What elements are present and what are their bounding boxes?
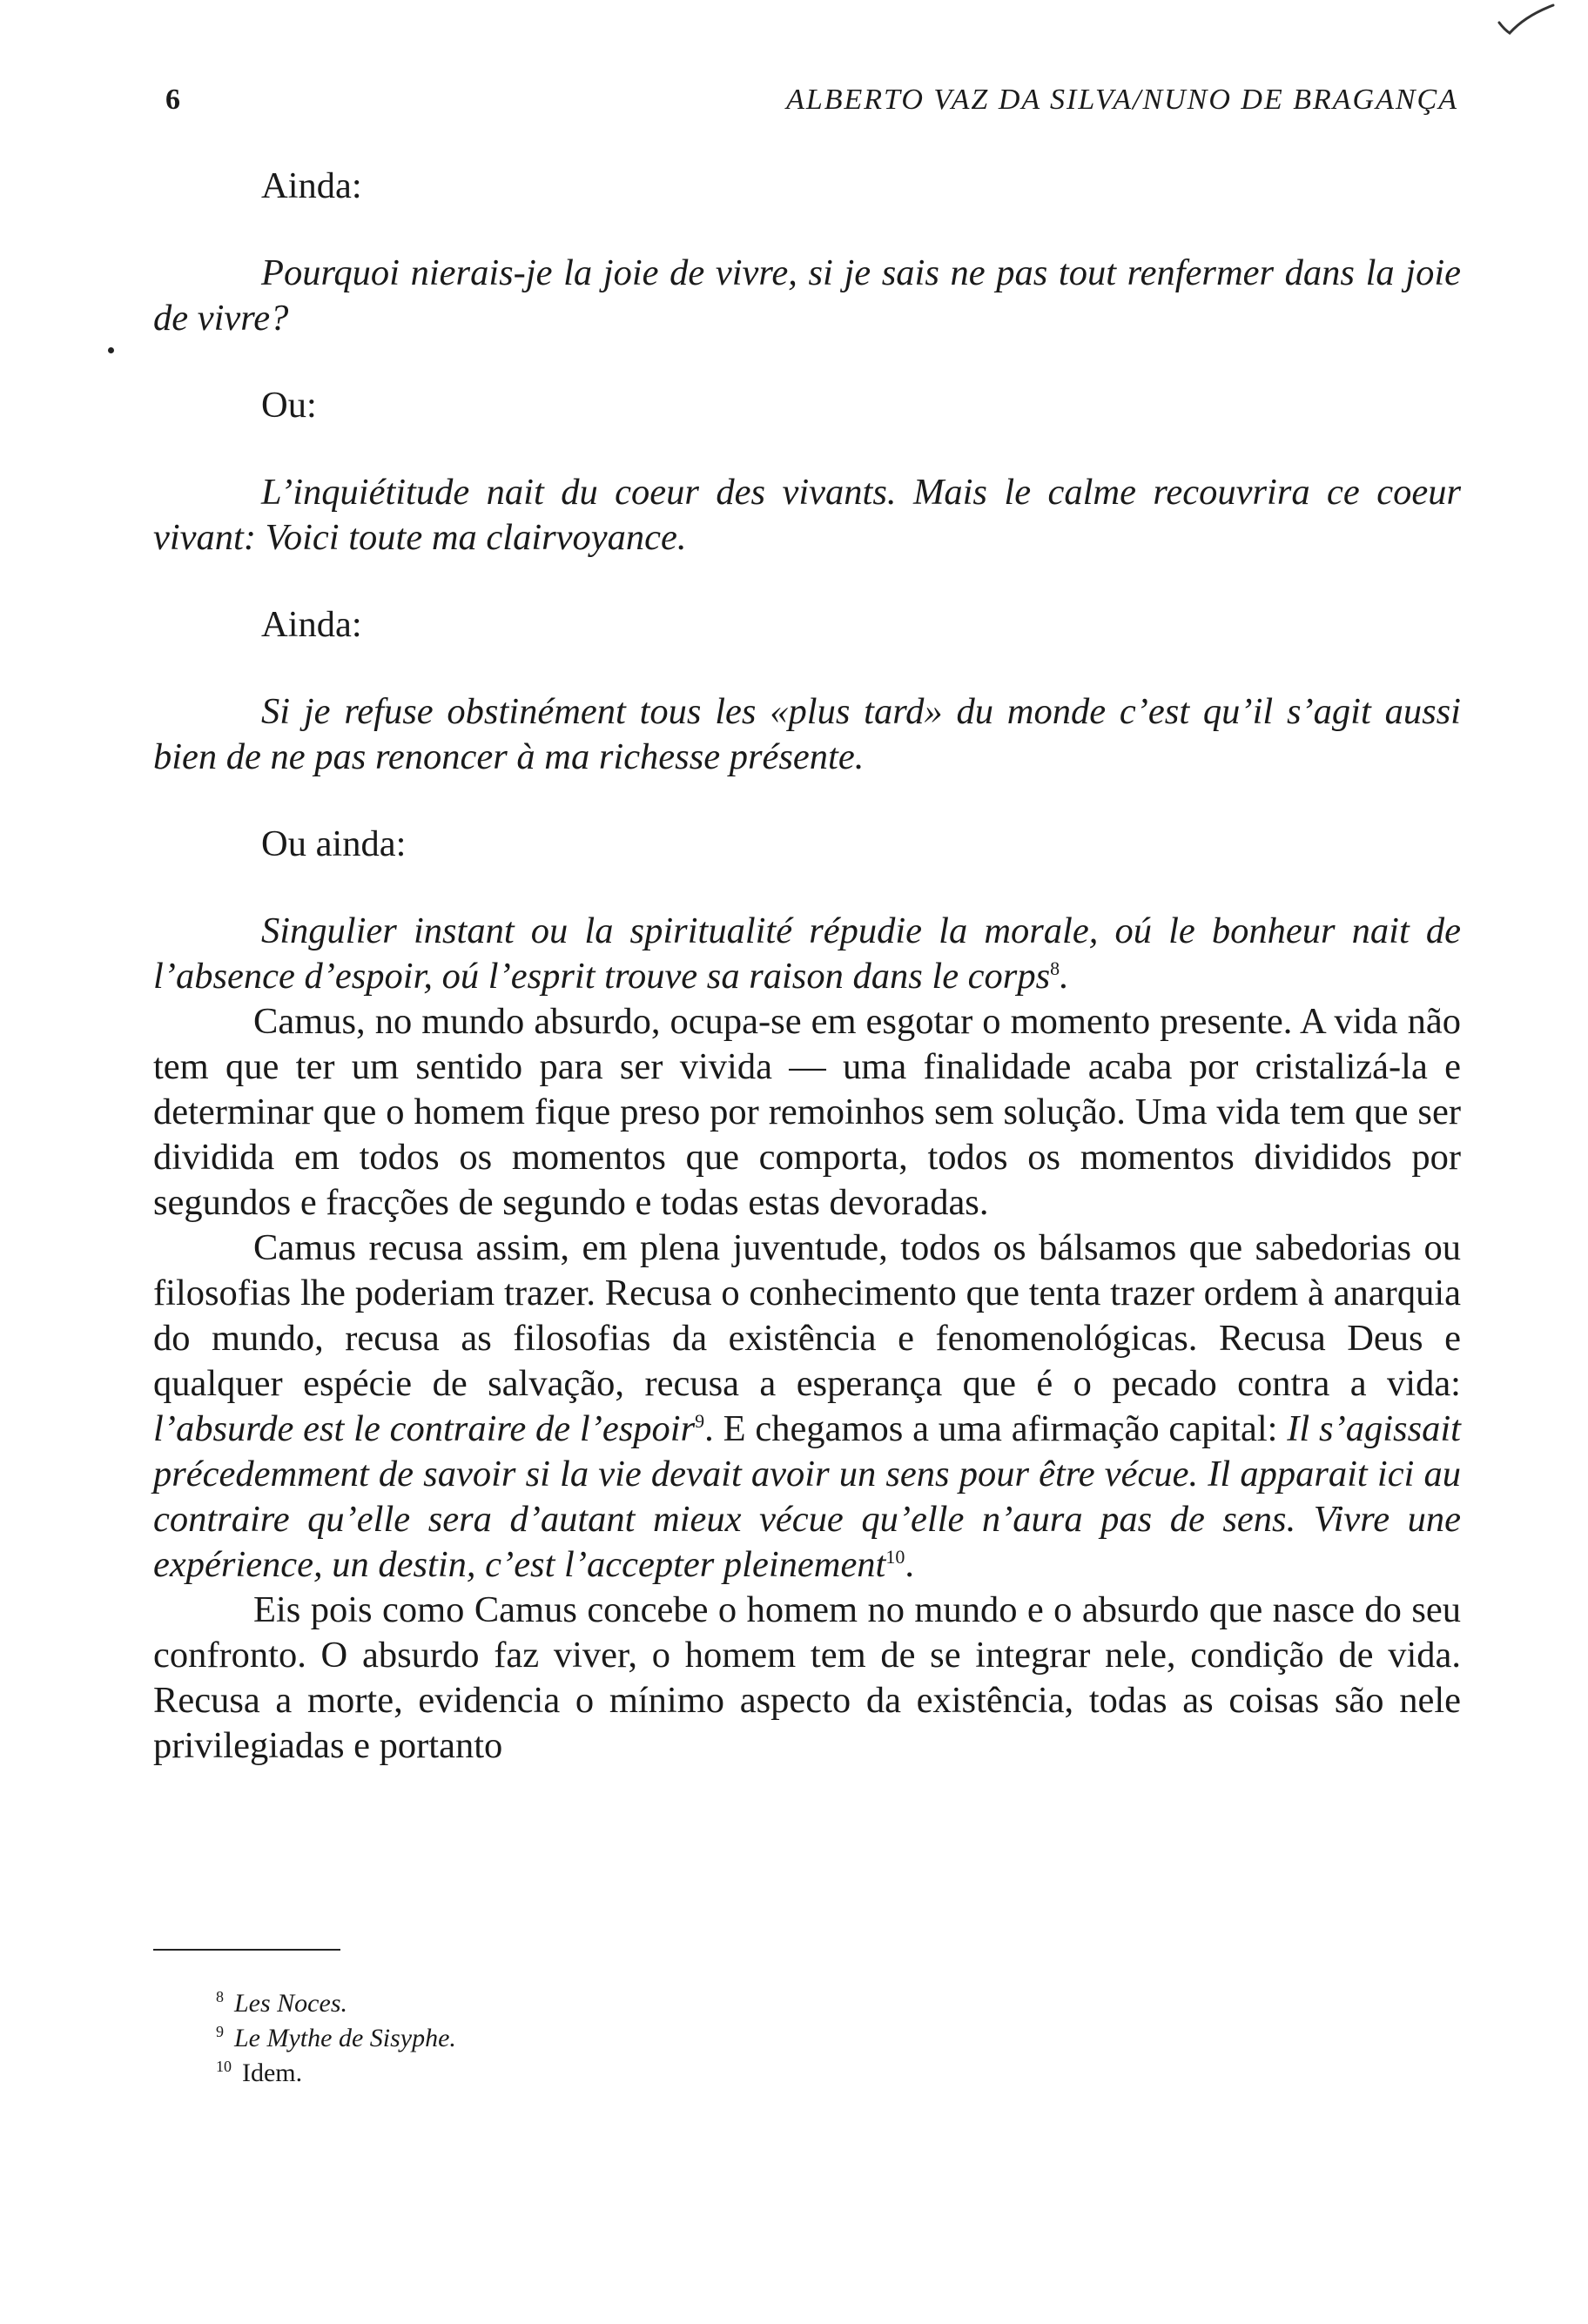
footnote-ref: 10 — [885, 1546, 905, 1568]
quotation-end: . — [1060, 956, 1069, 997]
footnote-number: 8 — [216, 1988, 224, 2005]
intro-line: Ainda: — [261, 604, 362, 645]
paragraph: Eis pois como Camus concebe o homem no mundo e o absurdo que nasce do seu confronto. O absurdo faz viver, o homem tem de se integrar nele, condição de vida. Recusa a morte, evidencia o mínimo aspecto da existência, todas as coisas são nele privilegiadas e portanto — [153, 1589, 1461, 1766]
body-text — [153, 164, 1461, 1769]
footnote-rule — [153, 1949, 340, 1951]
footnote — [216, 2056, 999, 2091]
running-header — [165, 84, 1458, 136]
intro-line: Ou: — [261, 385, 317, 426]
quotation: Si je refuse obstinément tous les «plus tard» du monde c’est qu’il s’agit aussi bien de ne pas renoncer à ma richesse présente. — [153, 691, 1461, 777]
paragraph — [153, 1226, 1461, 1588]
paragraph-text: . — [905, 1544, 914, 1585]
page-number: 6 — [165, 84, 182, 116]
paragraph: Camus, no mundo absurdo, ocupa-se em esgotar o momento presente. A vida não tem que ter um sentido para ser vivida — uma finalidade acaba por cristalizá-la e determinar que o homem fique preso por remoinhos sem solução. Uma vida tem que ser dividida em todos os momentos que comporta, todos os momentos divididos por segundos e fracções de segundo e todas estas devoradas. — [153, 1001, 1461, 1223]
intro-line: Ou ainda: — [261, 823, 407, 864]
footnote — [216, 1986, 999, 2021]
intro-line: Ainda: — [261, 165, 362, 206]
footnote-number: 10 — [216, 2058, 232, 2075]
footnote-number: 9 — [216, 2023, 224, 2040]
quotation: L’inquiétitude nait du coeur des vivants. Mais le calme recouvrira ce coeur vivant: Voici toute ma clairvoyance. — [153, 472, 1461, 558]
footnotes — [216, 1986, 999, 2091]
margin-dot — [108, 347, 114, 353]
quotation-text: Singulier instant ou la spiritualité répudie la morale, oú le bonheur nait de l’absence d’espoir, oú l’esprit trouve sa raison dans le corps — [153, 910, 1461, 997]
paragraph-text: Camus recusa assim, em plena juventude, todos os bálsamos que sabedorias ou filosofias lhe poderiam trazer. Recusa o conhecimento que tenta trazer ordem à anarquia do mundo, recusa as filosofias da existência e fenomenológicas. Recusa Deus e qualquer espécie de salvação, recusa a esperança que é o pecado contra a vida: — [153, 1227, 1461, 1404]
quote-inline: l’absurde est le contraire de l’espoir — [153, 1408, 696, 1449]
quote-inline: Il s’agissait précedemment de savoir si la vie devait avoir un sens pour être vécue. Il apparait ici au contraire qu’elle sera d’autant mieux vécue qu’elle n’aura pas de sens. Vivre une expérience, un destin, c’est l’accepter pleinement — [153, 1408, 1461, 1585]
handwritten-checkmark — [1496, 3, 1557, 38]
footnote-text: Le Mythe de Sisyphe. — [234, 2024, 456, 2052]
quotation — [153, 909, 1461, 999]
footnote-text: Les Noces. — [234, 1989, 347, 2018]
footnote-text: Idem. — [242, 2059, 303, 2087]
paragraph-text: . E chegamos a uma afirmação capital: — [704, 1408, 1288, 1449]
footnote — [216, 2021, 999, 2056]
footnote-ref: 9 — [695, 1410, 705, 1432]
quotation: Pourquoi nierais-je la joie de vivre, si je sais ne pas tout renfermer dans la joie de vivre? — [153, 252, 1461, 339]
footnote-ref: 8 — [1050, 957, 1060, 979]
running-title: ALBERTO VAZ DA SILVA/NUNO DE BRAGANÇA — [786, 84, 1458, 116]
